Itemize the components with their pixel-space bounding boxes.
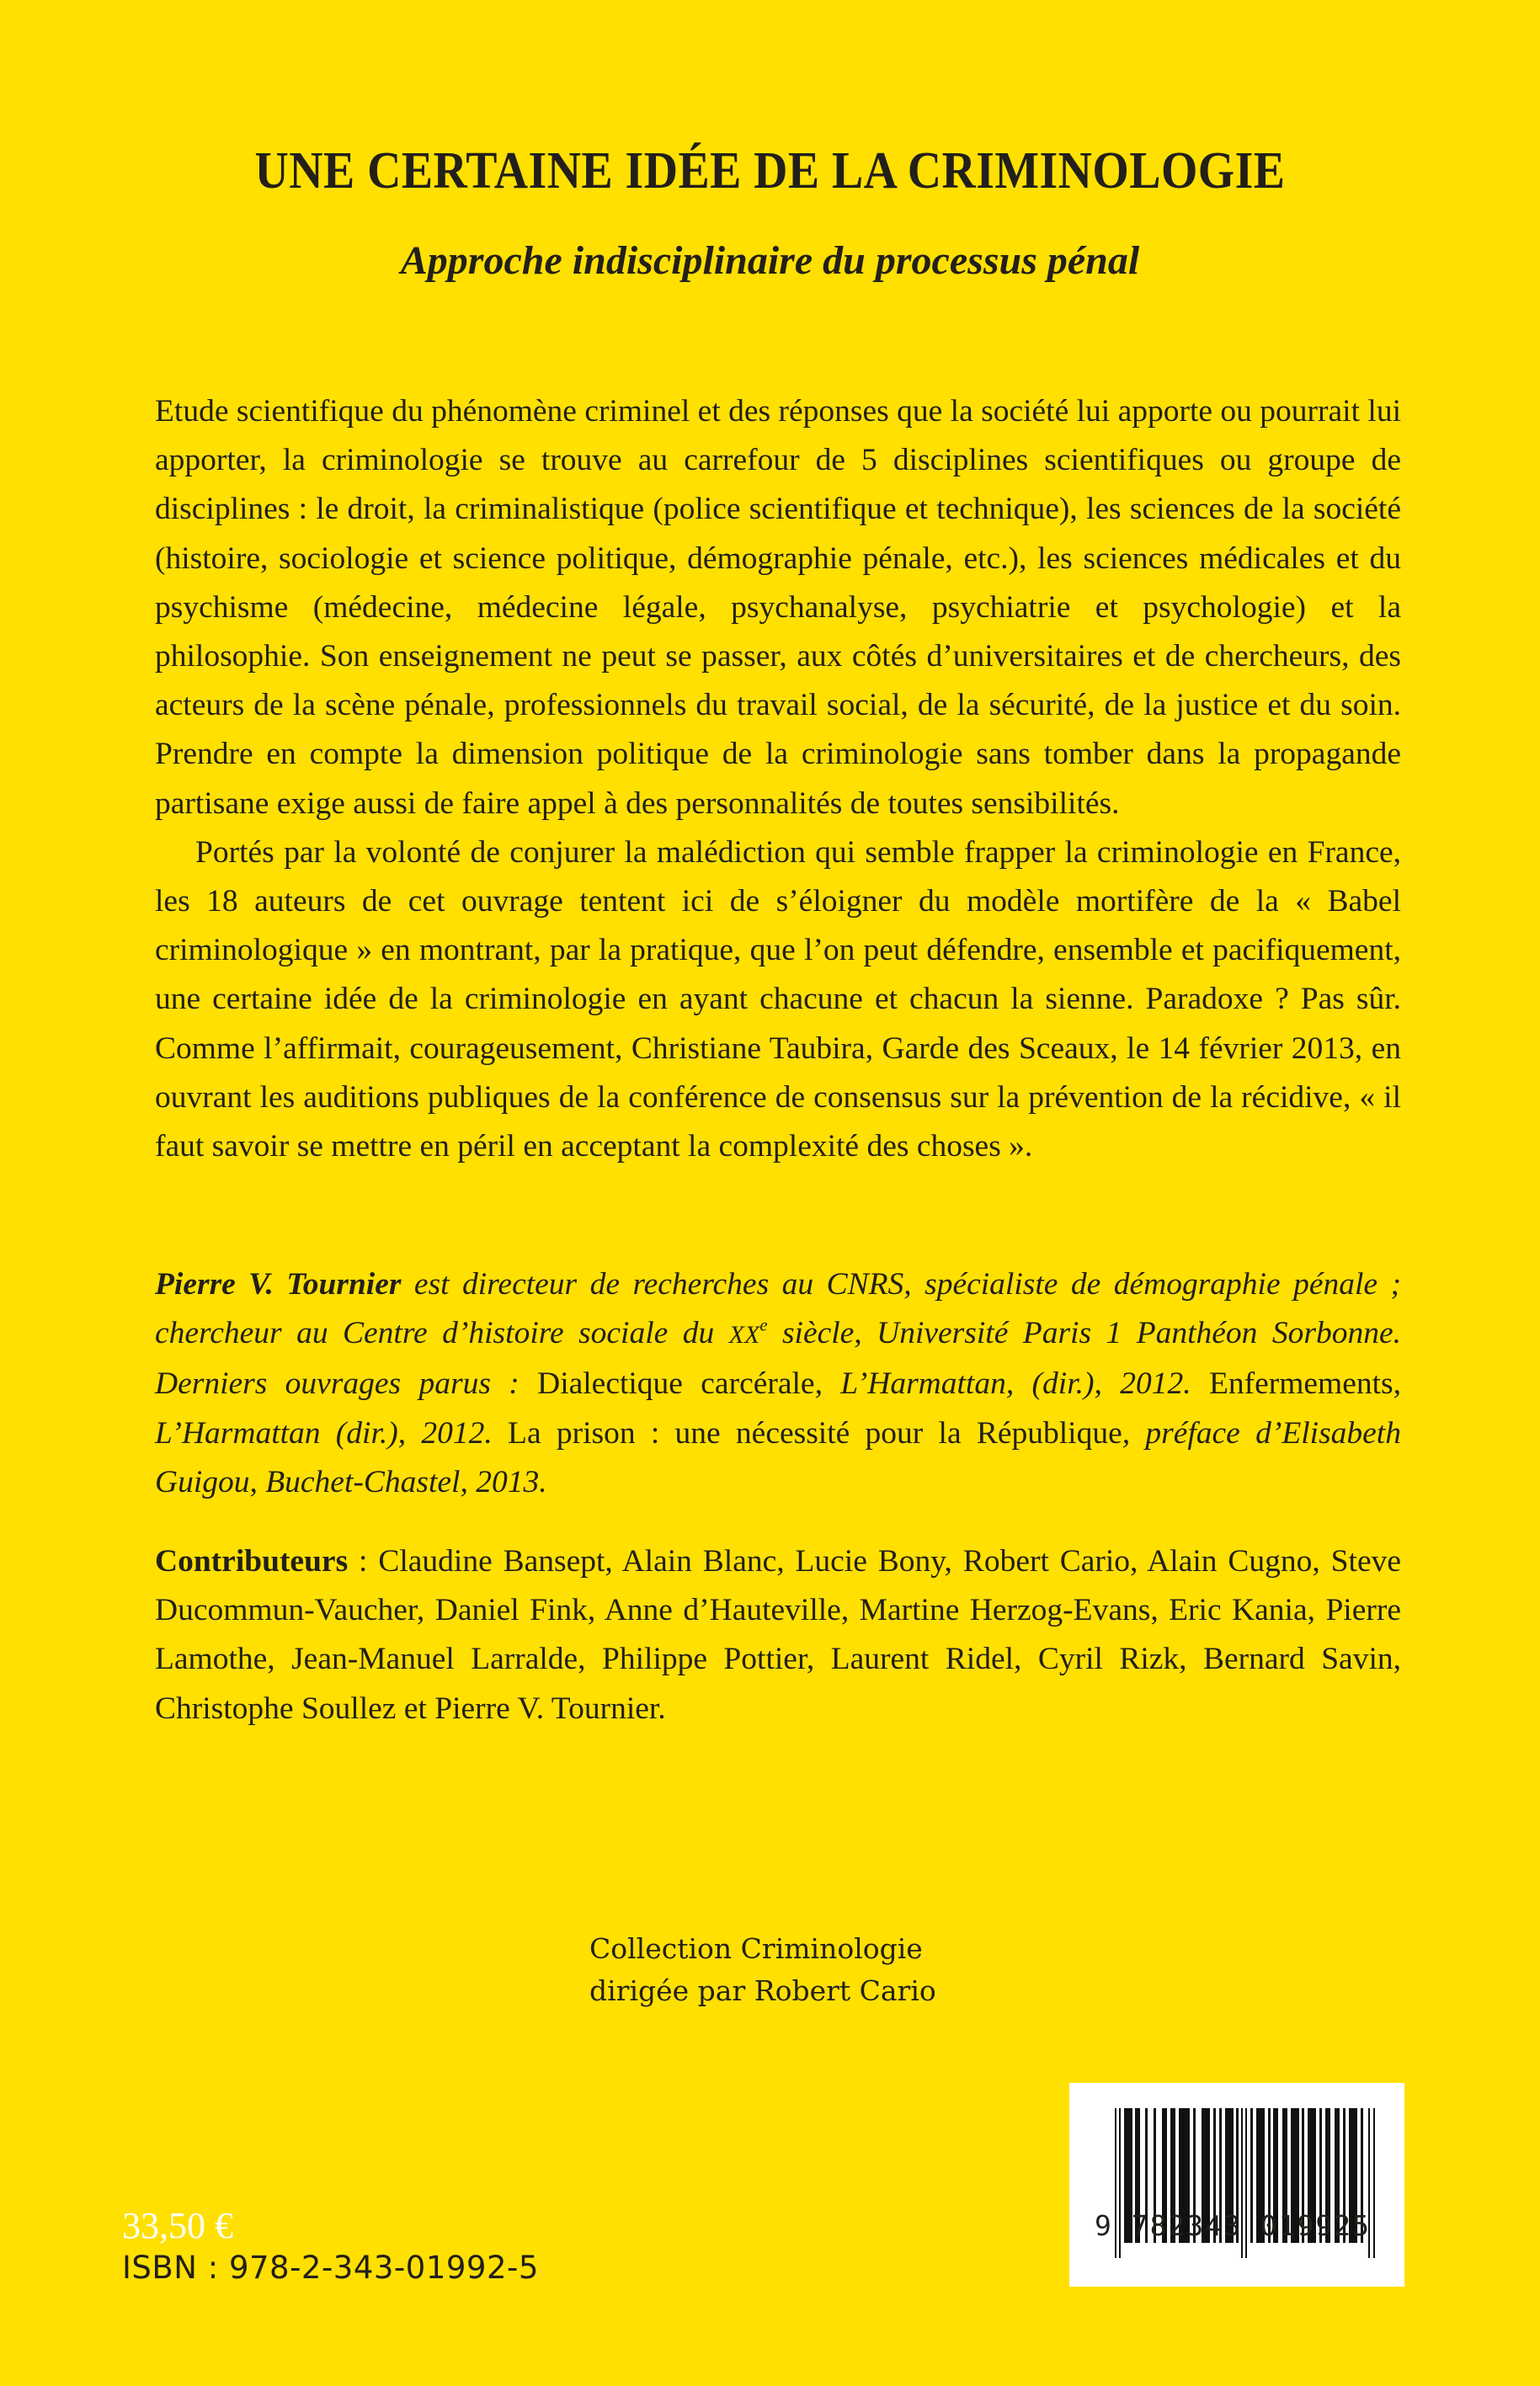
barcode-digits: 9 782343 019925 xyxy=(1095,2209,1372,2242)
century: XX xyxy=(728,1321,760,1350)
price: 33,50 € xyxy=(122,2205,233,2246)
contributors-label: Contributeurs xyxy=(155,1544,349,1579)
book-1-info: , L’Harmattan, (dir.), 2012. xyxy=(814,1366,1209,1402)
book-2-info: , L’Harmattan (dir.), 2012. xyxy=(155,1366,1401,1451)
book-title: UNE CERTAINE IDÉE DE LA CRIMINOLOGIE xyxy=(254,142,1286,200)
book-subtitle: Approche indisciplinaire du processus pénal xyxy=(400,238,1140,283)
bio-text-1: est directeur de recherches au CNRS, spécialiste de démographie pénale ; chercheur au Centre d’histoire sociale du xyxy=(155,1267,1401,1351)
description-paragraph-2: Portés par la volonté de conjurer la malédiction qui semble frapper la criminologie en France, les 18 auteurs de cet ouvrage tentent ici de s’éloigner du modèle mortifère de la « Babel criminologique » en montrant, par la pratique, que l’on peut défendre, ensemble et pacifiquement, une certaine idée de la criminologie en ayant chacune et chacun la sienne. Paradoxe ? Pas sûr. Comme l’affirmait, courageusement, Christiane Taubira, Garde des Sceaux, le 14 février 2013, en ouvrant les auditions publiques de la conférence de consensus sur la prévention de la récidive, « il faut savoir se mettre en péril en acceptant la complexité des choses ». xyxy=(155,834,1401,1164)
book-2-title: Enfermements xyxy=(1208,1366,1393,1402)
bio-text-2: siècle, Université Paris 1 Panthéon Sorbonne. Derniers ouvrages parus : xyxy=(155,1316,1401,1402)
barcode-box xyxy=(1069,2083,1404,2287)
description-paragraph-1: Etude scientifique du phénomène criminel et des réponses que la société lui apporte ou pourrait lui apporter, la criminologie se trouve au carrefour de 5 disciplines scientifiques ou groupe de disciplines : le droit, la criminalistique (police scientifique et technique), les sciences de la société (histoire, sociologie et science politique, démographie pénale, etc.), les sciences médicales et du psychisme (médecine, médecine légale, psychanalyse, psychiatrie et psychologie) et la philosophie. Son enseignement ne peut se passer, aux côtés d’universitaires et de chercheurs, des acteurs de la scène pénale, professionnels du travail social, de la sécurité, de la justice et du soin. Prendre en compte la dimension politique de la criminologie sans tomber dans la propagande partisane exige aussi de faire appel à des personnalités de toutes sensibilités. xyxy=(155,394,1401,821)
author-name: Pierre V. Tournier xyxy=(155,1267,402,1302)
collection-info xyxy=(589,1928,1010,2012)
isbn: ISBN : 978-2-343-01992-5 xyxy=(122,2250,539,2286)
book-3-title: La prison : une nécessité pour la République xyxy=(508,1415,1122,1451)
contributors-list: : Claudine Bansept, Alain Blanc, Lucie Bony, Robert Cario, Alain Cugno, Steve Ducommun-Vaucher, Daniel Fink, Anne d’Hauteville, Martine Herzog-Evans, Eric Kania, Pierre Lamothe, Jean-Manuel Larralde, Philippe Pottier, Laurent Ridel, Cyril Rizk, Bernard Savin, Christophe Soullez et Pierre V. Tournier. xyxy=(155,1544,1401,1726)
collection-director: dirigée par Robert Cario xyxy=(589,1974,936,2007)
century-superscript: e xyxy=(759,1316,768,1335)
book-1-title: Dialectique carcérale xyxy=(537,1366,815,1402)
collection-name: Collection Criminologie xyxy=(589,1932,923,1965)
book-3-info: , préface d’Elisabeth Guigou, Buchet-Chastel, 2013. xyxy=(155,1415,1401,1499)
book-description xyxy=(155,387,1401,1171)
contributors-section xyxy=(155,1537,1401,1734)
author-bio xyxy=(155,1260,1401,1507)
